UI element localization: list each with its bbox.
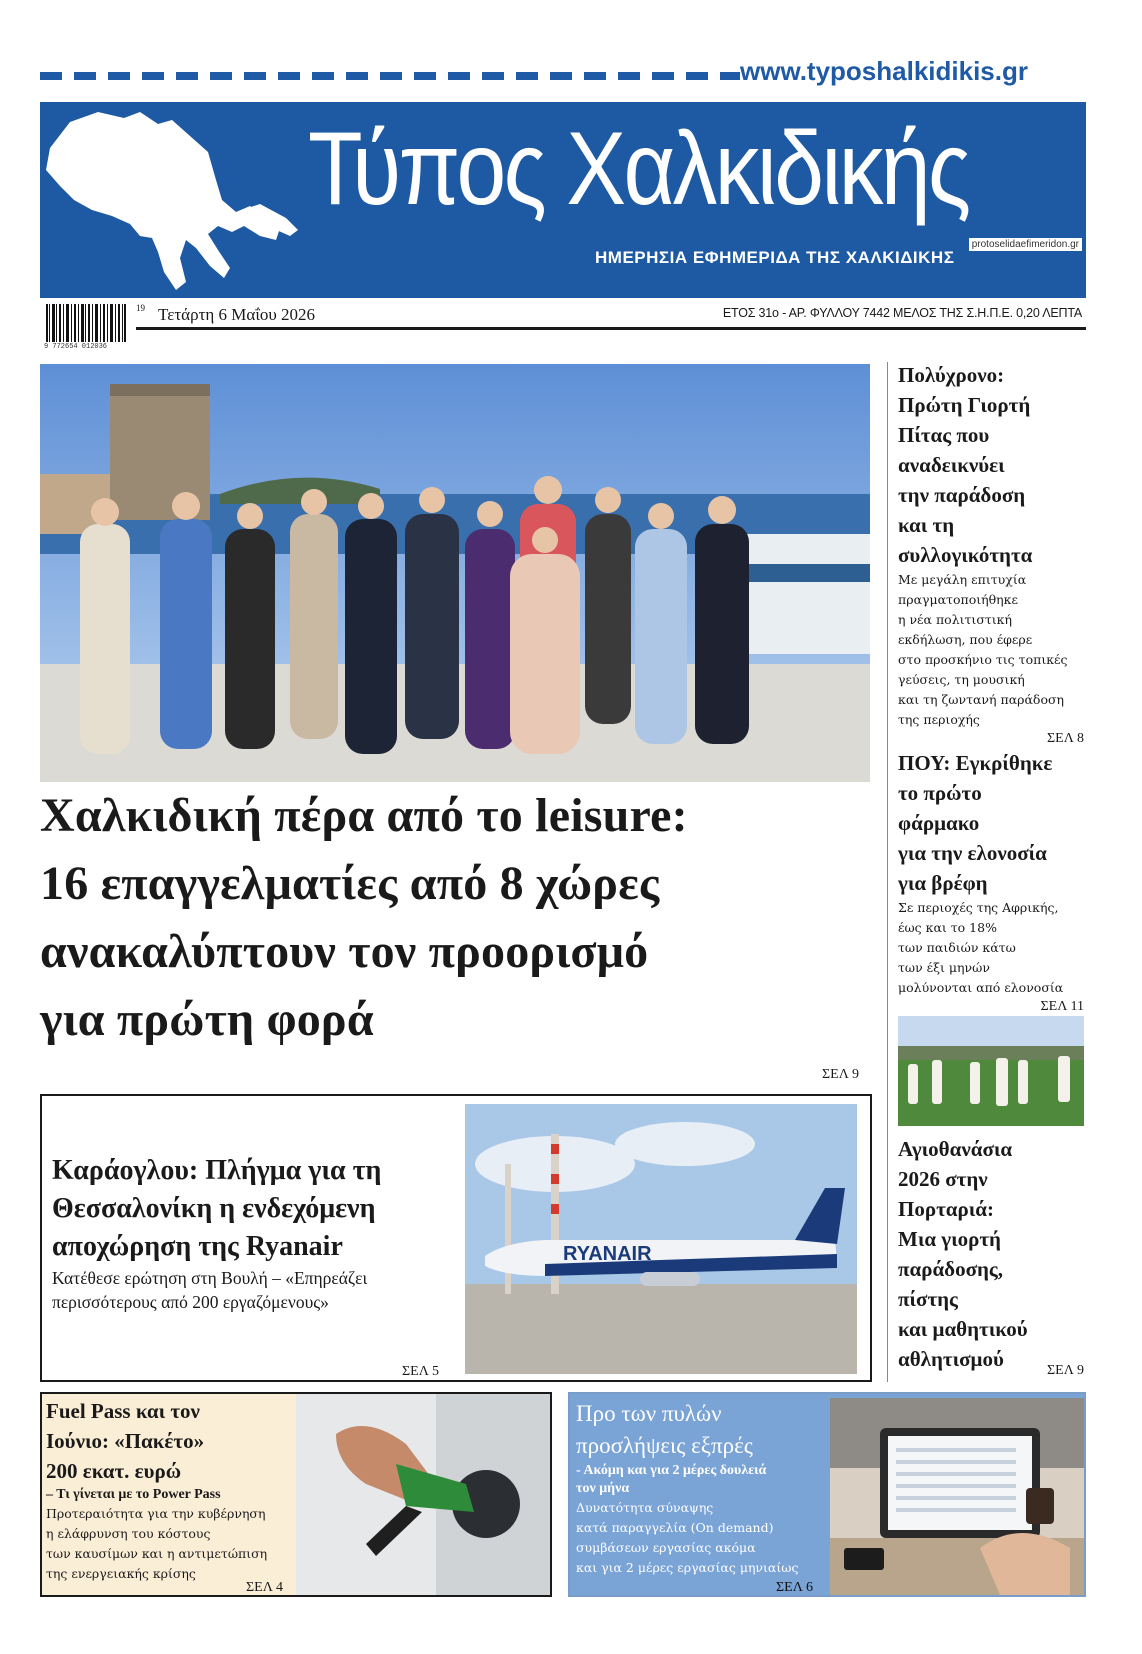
headline-line: Μια γιορτή: [898, 1227, 1001, 1251]
hero-page-ref: ΣΕΛ 9: [822, 1067, 859, 1082]
sidebar-divider: [887, 362, 888, 1382]
body-line: Σε περιοχές της Αφρικής,: [898, 900, 1059, 915]
watermark: protoselidaefimeridon.gr: [969, 238, 1082, 251]
jobs-article[interactable]: [568, 1392, 1086, 1597]
festival-photo[interactable]: [898, 1016, 1084, 1126]
body-line: μολύνονται από ελονοσία: [898, 980, 1064, 995]
headline-line: ΠΟΥ: Εγκρίθηκε: [898, 751, 1053, 775]
sidebar-article-agiothanasia[interactable]: [898, 1134, 1088, 1380]
headline-line: Αγιοθανάσια: [898, 1137, 1013, 1161]
top-dashed-rule: [40, 72, 740, 80]
body-line: περισσότερους από 200 εργαζόμενους»: [52, 1292, 329, 1312]
sidebar-page-ref: ΣΕΛ 9: [1047, 1363, 1084, 1378]
headline-line: παράδοσης,: [898, 1257, 1004, 1281]
sidebar-body: [898, 898, 1088, 998]
newspaper-title: Τύπος Χαλκιδικής: [308, 111, 969, 227]
website-link[interactable]: www.typoshalkidikis.gr: [740, 56, 1028, 86]
header-rule: [136, 327, 1086, 330]
sidebar-headline: [898, 748, 1088, 898]
hero-headline-line: για πρώτη φορά: [40, 993, 374, 1046]
headline-line: το πρώτο: [898, 781, 982, 805]
sub-line: - Ακόμη και για 2 μέρες δουλειά: [576, 1463, 767, 1478]
headline-line: Πίτας που: [898, 423, 990, 447]
body-line: Κατέθεσε ερώτηση στη Βουλή – «Επηρεάζει: [52, 1268, 368, 1288]
headline-line: Θεσσαλονίκη η ενδεχόμενη: [52, 1193, 376, 1224]
chalkidiki-map-icon: [40, 108, 300, 293]
body-line: γεύσεις, τη μουσική: [898, 672, 1025, 687]
sidebar-headline: [898, 360, 1088, 570]
headline-line: Προ των πυλών: [576, 1401, 722, 1426]
headline-line: πίστης: [898, 1287, 958, 1311]
body-line: των έξι μηνών: [898, 960, 990, 975]
sidebar-page-ref: ΣΕΛ 11: [1040, 999, 1084, 1014]
body-line: Προτεραιότητα για την κυβέρνηση: [46, 1506, 266, 1521]
hero-headline-line: ανακαλύπτουν τον προορισμό: [40, 925, 649, 978]
plane-livery-text: RYANAIR: [563, 1243, 652, 1265]
sidebar-headline: [898, 1134, 1088, 1374]
hero-headline[interactable]: [40, 782, 870, 1054]
body-line: της περιοχής: [898, 712, 980, 727]
body-line: κατά παραγγελία (On demand): [576, 1520, 774, 1535]
jobs-body: [576, 1498, 826, 1578]
jobs-text: [576, 1398, 826, 1578]
headline-line: για βρέφη: [898, 871, 988, 895]
headline-line: προσλήψεις εξπρές: [576, 1433, 753, 1458]
body-line: των παιδιών κάτω: [898, 940, 1016, 955]
body-line: Δυνατότητα σύναψης: [576, 1500, 714, 1515]
fuel-headline: [46, 1396, 296, 1486]
headline-line: αποχώρηση της Ryanair: [52, 1231, 343, 1262]
body-line: και τη ζωντανή παράδοση: [898, 692, 1065, 707]
body-line: στο προσκήνιο τις τοπικές: [898, 652, 1068, 667]
headline-line: Ιούνιο: «Πακέτο»: [46, 1429, 205, 1453]
issue-info: ΕΤΟΣ 31ο - ΑΡ. ΦΥΛΛΟΥ 7442 ΜΕΛΟΣ ΤΗΣ Σ.Η.Π.Ε. 0,20 ΛΕΠΤΑ: [722, 306, 1082, 320]
hero-group-photo[interactable]: [40, 364, 870, 782]
body-line: η ελάφρυνση του κόστους: [46, 1526, 211, 1541]
jobs-subhead: [576, 1462, 826, 1498]
headline-line: Fuel Pass και τον: [46, 1399, 200, 1423]
body-line: εκδήλωση, που έφερε: [898, 632, 1033, 647]
issue-date: Τετάρτη 6 Μαΐου 2026: [158, 305, 316, 324]
fuel-body: [46, 1504, 296, 1584]
headline-line: Πολύχρονο:: [898, 363, 1005, 387]
ryanair-body: [52, 1266, 452, 1314]
headline-line: την παράδοση: [898, 483, 1026, 507]
sidebar-body: [898, 570, 1088, 730]
barcode-number: 9 772654 012036: [44, 343, 108, 351]
body-line: και για 2 μέρες εργασίας μηνιαίως: [576, 1560, 799, 1575]
fuel-text: [46, 1396, 296, 1584]
newspaper-subtitle: ΗΜΕΡΗΣΙΑ ΕΦΗΜΕΡΙΔΑ ΤΗΣ ΧΑΛΚΙΔΙΚΗΣ: [595, 248, 955, 267]
jobs-headline: [576, 1398, 826, 1462]
headline-line: Πορταριά:: [898, 1197, 994, 1221]
sidebar-article-pita[interactable]: [898, 360, 1088, 748]
body-line: Με μεγάλη επιτυχία: [898, 572, 1027, 587]
fuel-nozzle-photo[interactable]: [296, 1394, 552, 1597]
masthead: [40, 102, 1086, 298]
headline-line: και μαθητικού: [898, 1317, 1028, 1341]
jobs-page-ref: ΣΕΛ 6: [776, 1580, 813, 1595]
headline-line: 2026 στην: [898, 1167, 988, 1191]
headline-line: για την ελονοσία: [898, 841, 1047, 865]
hero-headline-line: 16 επαγγελματίες από 8 χώρες: [40, 857, 660, 910]
body-line: πραγματοποιήθηκε: [898, 592, 1018, 607]
headline-line: και τη: [898, 513, 955, 537]
ryanair-page-ref: ΣΕΛ 5: [402, 1364, 439, 1379]
headline-line: 200 εκατ. ευρώ: [46, 1459, 182, 1483]
headline-line: αθλητισμού: [898, 1347, 1004, 1371]
ryanair-headline: [52, 1152, 452, 1266]
headline-line: Πρώτη Γιορτή: [898, 393, 1031, 417]
fuel-pass-article[interactable]: [40, 1392, 552, 1597]
body-line: των καυσίμων και η αντιμετώπιση: [46, 1546, 268, 1561]
sub-line: τον μήνα: [576, 1481, 630, 1496]
barcode-icon: [46, 304, 126, 342]
sidebar-article-malaria[interactable]: [898, 748, 1088, 1016]
fuel-page-ref: ΣΕΛ 4: [246, 1580, 283, 1595]
ryanair-article[interactable]: [40, 1094, 872, 1382]
body-line: συμβάσεων εργασίας ακόμα: [576, 1540, 756, 1555]
fuel-subhead: – Τι γίνεται με το Power Pass: [46, 1487, 221, 1502]
body-line: έως και το 18%: [898, 920, 997, 935]
sidebar-page-ref: ΣΕΛ 8: [1047, 731, 1084, 746]
laptop-photo[interactable]: [830, 1398, 1084, 1595]
body-line: της ενεργειακής κρίσης: [46, 1566, 196, 1581]
headline-line: αναδεικνύει: [898, 453, 1005, 477]
ryanair-plane-photo[interactable]: [465, 1104, 857, 1374]
hero-headline-line: Χαλκιδική πέρα από το leisure:: [40, 789, 688, 842]
issue-code: 19: [136, 303, 145, 313]
headline-line: φάρμακο: [898, 811, 980, 835]
headline-line: συλλογικότητα: [898, 543, 1033, 567]
headline-line: Καράογλου: Πλήγμα για τη: [52, 1155, 382, 1186]
body-line: η νέα πολιτιστική: [898, 612, 1012, 627]
